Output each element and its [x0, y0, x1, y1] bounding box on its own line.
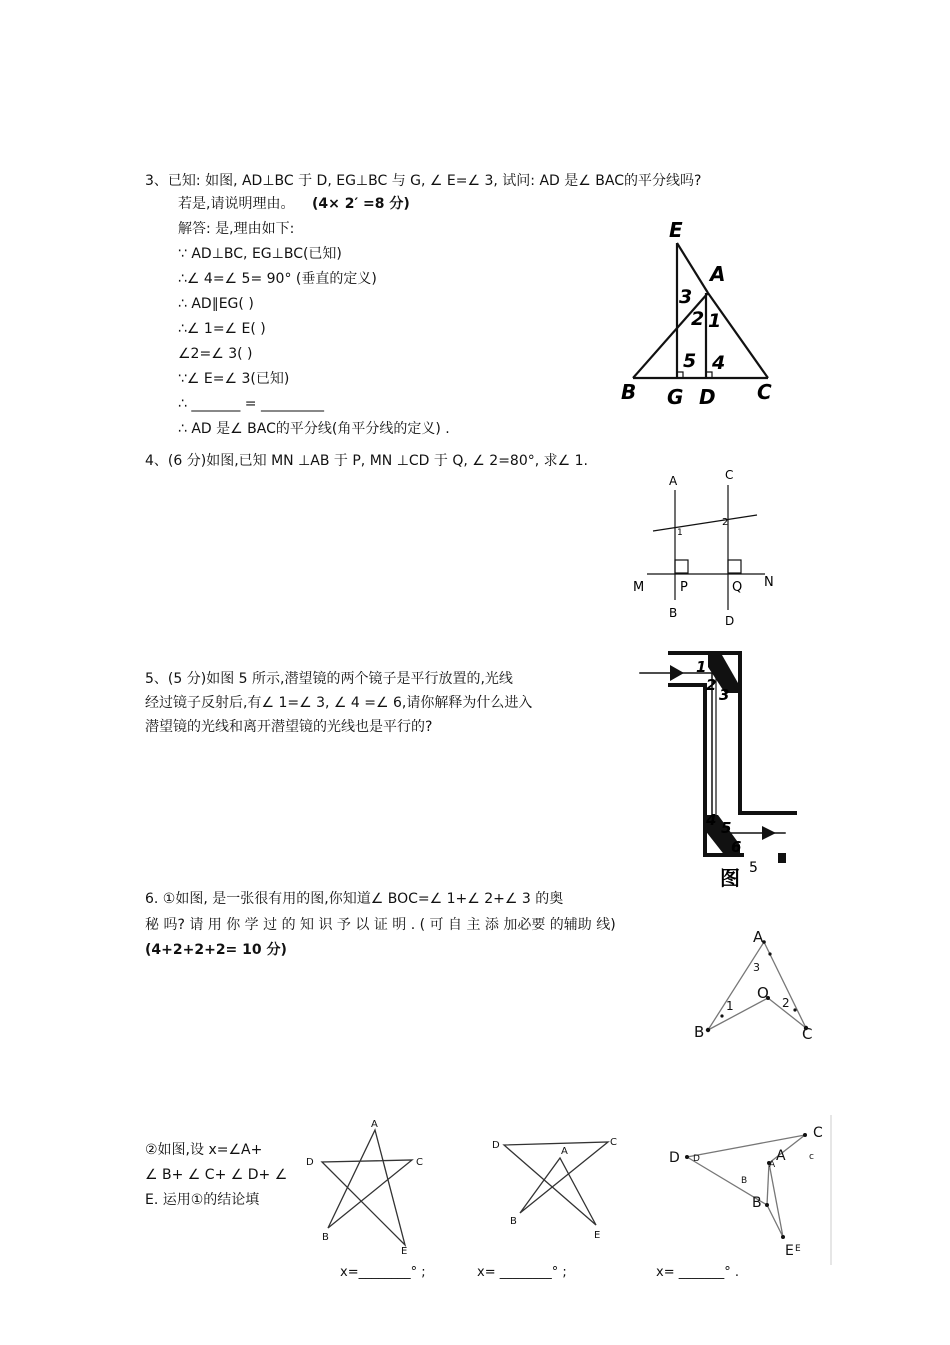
q4-label-B: B	[669, 606, 678, 620]
q4-label-D: D	[725, 614, 735, 628]
q6-label-O: O	[757, 984, 769, 1002]
q6b-answer-blank-1[interactable]: x=________° ;	[340, 1265, 426, 1280]
q3-answer-line: ∴∠ 1=∠ E( )	[178, 321, 266, 337]
q5-angle-2: 2	[706, 676, 717, 694]
q6b-stem-line: ∠ B+ ∠ C+ ∠ D+ ∠	[145, 1167, 288, 1183]
q6b-star-figure-3	[665, 1115, 835, 1265]
q5-stem-line: 潜望镜的光线和离开潜望镜的光线也是平行的?	[145, 719, 433, 735]
q3-answer-line: ∴ AD 是∠ BAC的平分线(角平分线的定义) .	[178, 421, 450, 437]
q3-answer-line: ∠2=∠ 3( )	[178, 346, 253, 362]
star3-label-A: A	[776, 1148, 786, 1164]
q6b-answer-blank-3[interactable]: x= _______° .	[656, 1265, 739, 1280]
q4-label-P: P	[680, 580, 688, 595]
q3-angle-5: 5	[683, 350, 697, 372]
q6-label-B: B	[694, 1023, 705, 1041]
q3-label-G: G	[667, 385, 684, 409]
star1-label-C: C	[416, 1157, 423, 1168]
q3-points: (4× 2′ =8 分)	[312, 196, 410, 212]
q3-answer-line: ∴∠ 4=∠ 5= 90° (垂直的定义)	[178, 271, 377, 287]
q3-angle-1: 1	[708, 310, 722, 332]
star1-label-B: B	[322, 1232, 329, 1243]
q3-answer-line: ∴ _______ = _________	[178, 396, 324, 412]
q3-angle-2: 2	[691, 308, 705, 330]
q3-stem-1: 3、已知: 如图, AD⊥BC 于 D, EG⊥BC 与 G, ∠ E=∠ 3, 试问: AD 是∠ BAC的平分线吗?	[145, 173, 702, 189]
q5-angle-1: 1	[696, 658, 707, 676]
star3-label-A-small: A	[769, 1160, 776, 1170]
q4-label-C: C	[725, 468, 734, 482]
star2-label-A: A	[561, 1146, 568, 1157]
q5-angle-6: 6	[731, 838, 742, 856]
q3-answer-line: 解答: 是,理由如下:	[178, 221, 295, 237]
q3-label-E: E	[669, 218, 683, 242]
star3-label-E: E	[785, 1243, 794, 1259]
q6b-stem-line: ②如图,设 x=∠A+	[145, 1142, 263, 1158]
star3-label-C: C	[813, 1125, 823, 1141]
star3-label-D-small: D	[693, 1154, 700, 1164]
q4-label-N: N	[764, 575, 774, 590]
q4-label-M: M	[633, 580, 645, 595]
q3-answer-line: ∵ AD⊥BC, EG⊥BC(已知)	[178, 246, 342, 262]
q6-label-A: A	[753, 928, 764, 946]
q4-stem: 4、(6 分)如图,已知 MN ⊥AB 于 P, MN ⊥CD 于 Q, ∠ 2=80°, 求∠ 1.	[145, 453, 588, 469]
q3-angle-3: 3	[679, 286, 693, 308]
star2-label-C: C	[610, 1137, 617, 1148]
star2-label-E: E	[594, 1230, 601, 1241]
star3-label-c-small: c	[809, 1152, 814, 1162]
star2-label-D: D	[492, 1140, 500, 1151]
q3-angle-4: 4	[712, 352, 726, 374]
star1-label-A: A	[371, 1119, 378, 1130]
q5-angle-4: 4	[706, 811, 717, 829]
q6b-star-figure-1	[300, 1115, 440, 1260]
q3-answer-line: ∵∠ E=∠ 3(已知)	[178, 371, 290, 387]
q6-angle-3: 3	[753, 961, 760, 974]
star3-label-D: D	[669, 1150, 680, 1166]
q5-angle-3: 3	[719, 686, 730, 704]
q6-boc-figure	[690, 920, 825, 1045]
q5-stem-line: 5、(5 分)如图 5 所示,潜望镜的两个镜子是平行放置的,光线	[145, 671, 513, 687]
star3-label-B-small: B	[741, 1176, 748, 1186]
star3-label-E-small: E	[795, 1244, 801, 1254]
star1-label-D: D	[306, 1157, 314, 1168]
q3-triangle-figure	[615, 215, 790, 415]
q3-answer-line: ∴ AD∥EG( )	[178, 296, 254, 312]
star2-label-B: B	[510, 1216, 517, 1227]
q6b-star-figure-2	[488, 1130, 628, 1250]
q6-angle-1: 1	[726, 999, 734, 1013]
q6-stem-line: 秘 吗? 请 用 你 学 过 的 知 识 予 以 证 明 . ( 可 自 主 添 加必要 的辅助 线)	[145, 917, 616, 933]
q5-figure-caption: 图	[720, 866, 740, 890]
q5-figure-number: 5	[749, 860, 758, 876]
q6b-answer-blank-2[interactable]: x= ________° ;	[477, 1265, 567, 1280]
q6-label-C: C	[802, 1025, 813, 1043]
star3-label-B: B	[752, 1195, 762, 1211]
q3-label-B: B	[621, 380, 637, 404]
q6b-stem-line: E. 运用①的结论填	[145, 1192, 260, 1208]
q4-angle-2: 2	[722, 517, 729, 528]
q3-label-A: A	[710, 262, 726, 286]
q3-label-C: C	[757, 380, 772, 404]
q6-angle-2: 2	[782, 996, 790, 1010]
q4-parallel-figure	[625, 465, 785, 630]
q4-label-A: A	[669, 474, 678, 488]
q4-label-Q: Q	[732, 580, 743, 595]
q4-angle-1: 1	[677, 528, 683, 538]
q5-angle-5: 5	[721, 819, 732, 837]
q5-stem-line: 经过镜子反射后,有∠ 1=∠ 3, ∠ 4 =∠ 6,请你解释为什么进入	[145, 695, 533, 711]
star1-label-E: E	[401, 1246, 408, 1257]
q5-periscope-figure	[630, 645, 800, 890]
q3-stem-2: 若是,请说明理由。	[178, 196, 295, 212]
q6-stem-line: 6. ①如图, 是一张很有用的图,你知道∠ BOC=∠ 1+∠ 2+∠ 3 的奥	[145, 891, 564, 907]
q6-points: (4+2+2+2= 10 分)	[145, 942, 287, 958]
q3-label-D: D	[699, 385, 716, 409]
